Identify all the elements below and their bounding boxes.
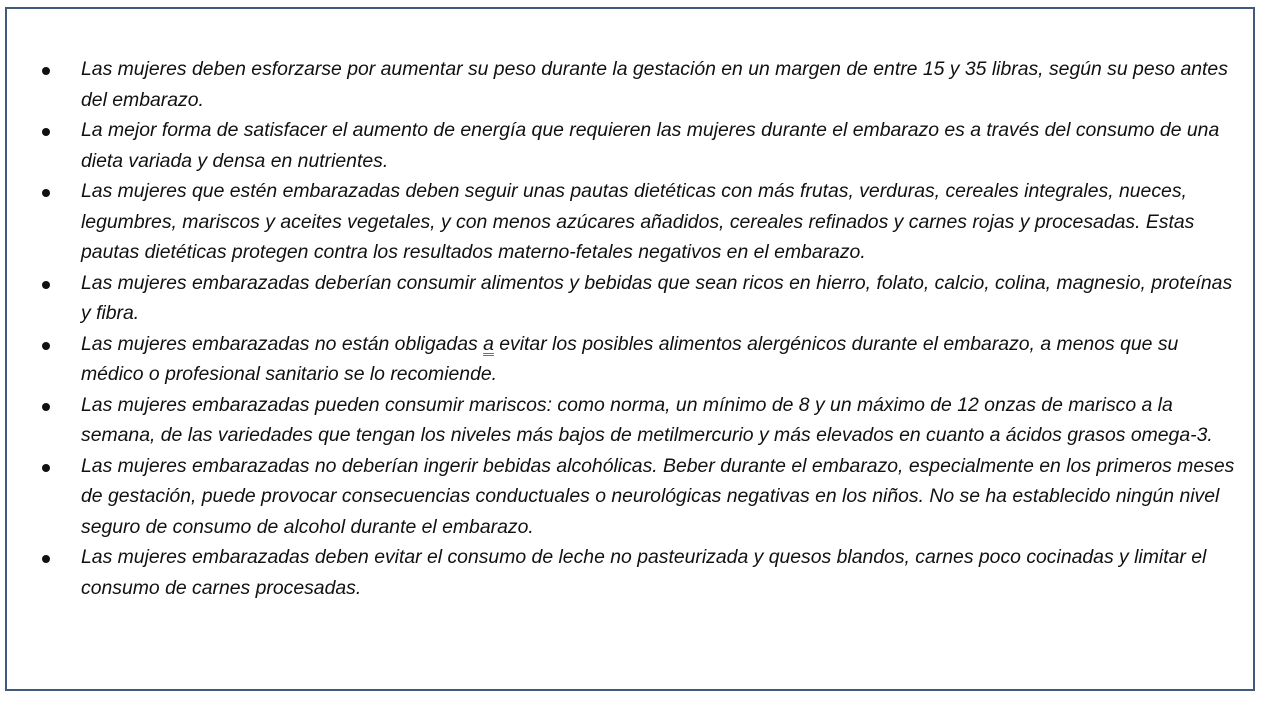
bullet-text: Las mujeres deben esforzarse por aumentar su peso durante la gestación en un margen de entre 15 y 35 libras, según su peso antes del embarazo. (81, 58, 1228, 111)
list-item (7, 542, 1237, 603)
bullet-text: Las mujeres embarazadas pueden consumir mariscos: como norma, un mínimo de 8 y un máximo de 12 onzas de marisco a la semana, de las variedades que tengan los niveles más bajos de metilmercurio y más elevados en cuanto a ácidos grasos omega-3. (81, 393, 1213, 446)
bullet-text: Las mujeres embarazadas deberían consumir alimentos y bebidas que sean ricos en hierro, folato, calcio, colina, magnesio, proteínas y fibra. (81, 271, 1233, 324)
bullet-text-start: Las mujeres embarazadas no están obligadas (81, 332, 484, 355)
list-item (7, 329, 1237, 390)
bullet-list (7, 54, 1237, 603)
bullet-icon (42, 67, 50, 75)
bullet-text: Las mujeres que estén embarazadas deben seguir unas pautas dietéticas con más frutas, verduras, cereales integrales, nueces, legumbres, mariscos y aceites vegetales, y con menos azúcares añadidos, cereales refinados y carnes rojas y procesadas. Estas pautas dietéticas protegen contra los resultados materno-fetales negativos en el embarazo. (81, 180, 1195, 263)
bullet-icon (42, 403, 50, 411)
bullet-icon (42, 281, 50, 289)
grammar-marked-word[interactable]: a (483, 332, 494, 355)
bullet-icon (42, 189, 50, 197)
list-item (7, 115, 1237, 176)
bullet-text-end: evitar los posibles alimentos alergénicos durante el embarazo, a menos que su médico o profesional sanitario se lo recomiende. (81, 332, 1179, 385)
bullet-icon (42, 342, 50, 350)
list-item (7, 451, 1237, 543)
bullet-icon (42, 555, 50, 563)
bullet-text: Las mujeres embarazadas deben evitar el consumo de leche no pasteurizada y quesos blandos, carnes poco cocinadas y limitar el consumo de carnes procesadas. (81, 546, 1207, 599)
bullet-icon (42, 464, 50, 472)
bullet-text: Las mujeres embarazadas no deberían ingerir bebidas alcohólicas. Beber durante el embarazo, especialmente en los primeros meses de gestación, puede provocar consecuencias conductuales o neurológicas negativas en los niños. No se ha establecido ningún nivel seguro de consumo de alcohol durante el embarazo. (81, 454, 1235, 538)
list-item (7, 176, 1237, 268)
bullet-text: La mejor forma de satisfacer el aumento de energía que requieren las mujeres durante el embarazo es a través del consumo de una dieta variada y densa en nutrientes. (81, 119, 1220, 172)
bullet-icon (42, 128, 50, 136)
list-item (7, 268, 1237, 329)
list-item (7, 390, 1237, 451)
bordered-text-box (5, 7, 1255, 691)
list-item (7, 54, 1237, 115)
